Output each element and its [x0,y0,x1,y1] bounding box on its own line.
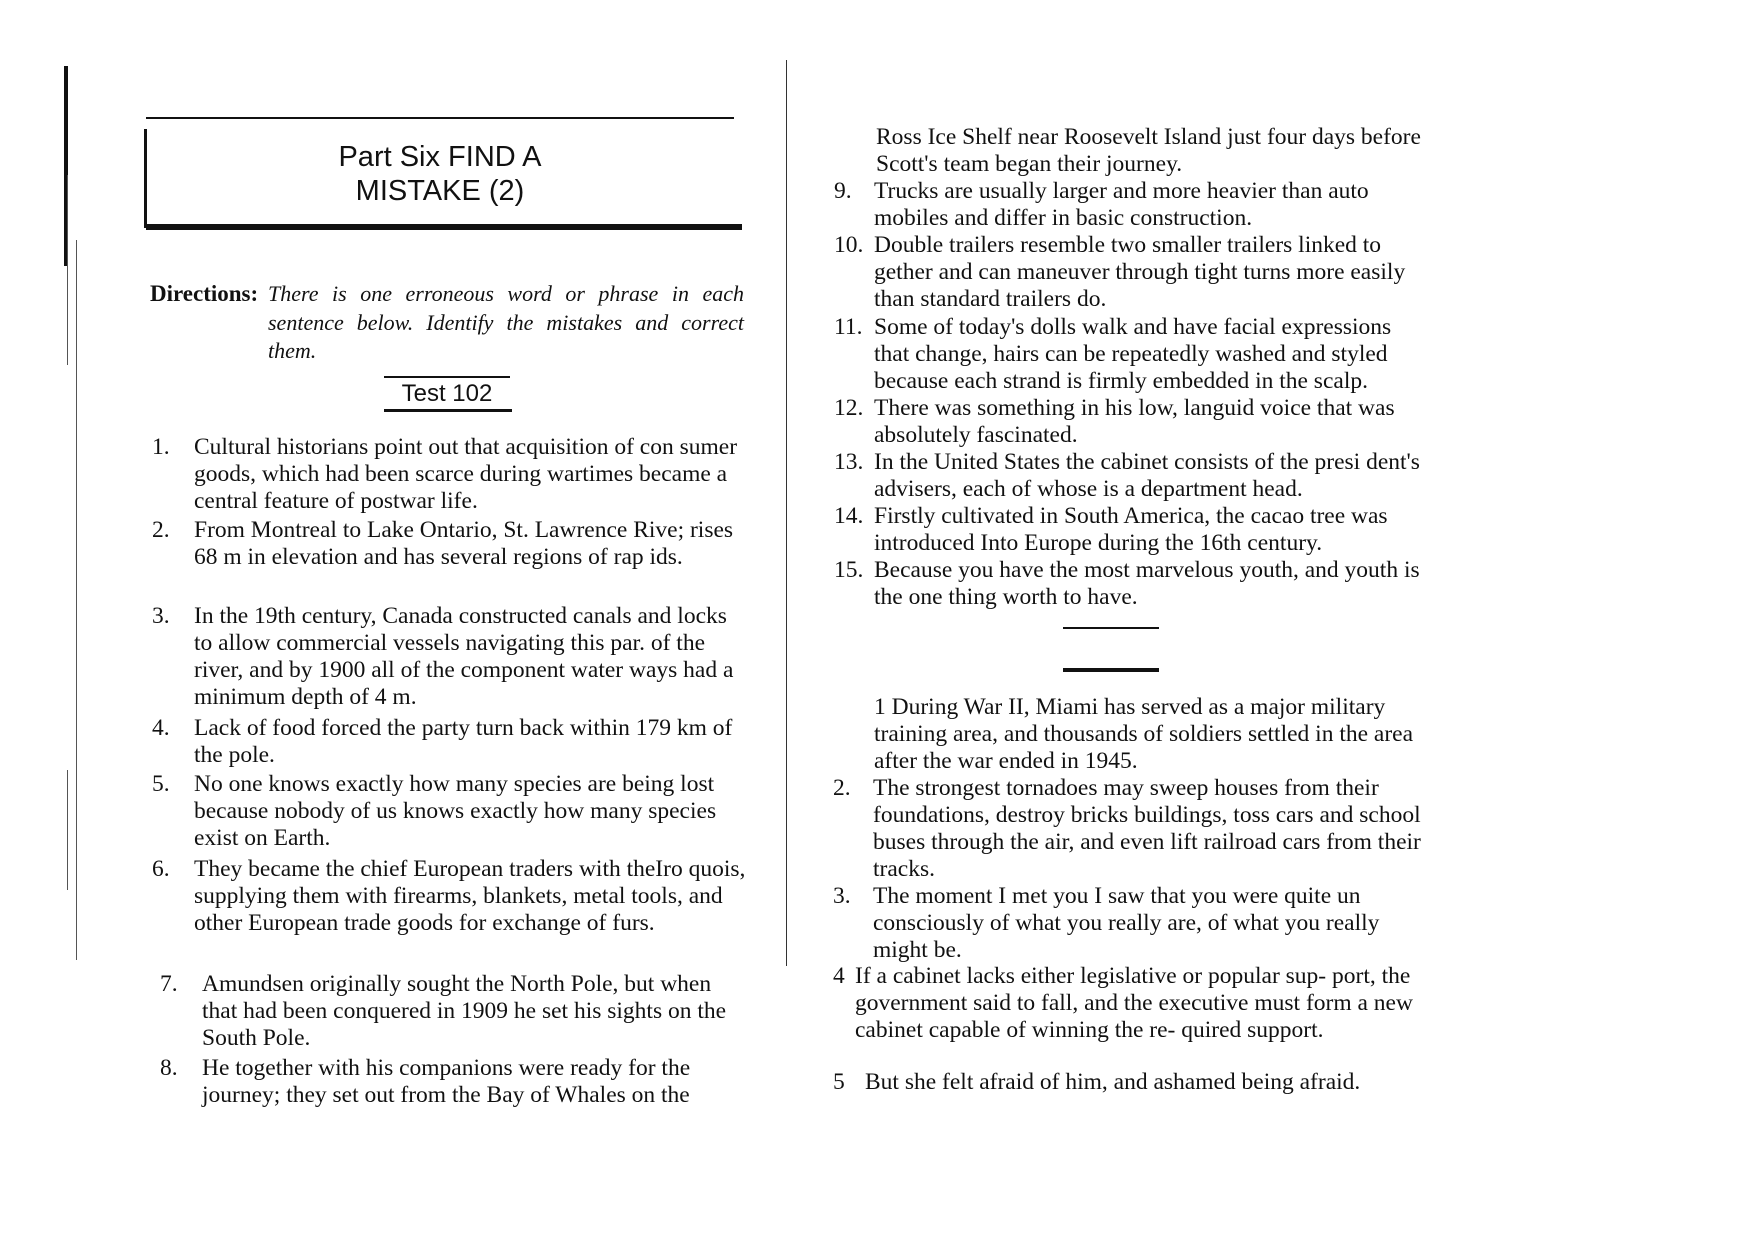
item-number: 11. [834,314,863,340]
item-text: Cultural historians point out that acquisition of con sumer goods, which had been scarce during wartimes became a central feature of postwar life. [194,434,738,514]
binding-edge-line [67,175,68,365]
item-number: 4. [152,715,170,741]
item-number: 4 [833,963,845,989]
item-text: Because you have the most marvelous youth, and youth is the one thing worth to have. [874,557,1420,610]
separator-rule [1063,668,1159,672]
binding-edge-line [76,240,77,960]
item-number: 1. [152,434,170,460]
item-number: 8. [160,1055,178,1081]
separator-rule [1063,627,1159,629]
item-number: 7. [160,971,178,997]
item-text: There was something in his low, languid voice that was absolutely fascinated. [874,395,1395,448]
item-text: Amundsen originally sought the North Pole, but when that had been conquered in 1909 he set his sights on the South Pole. [202,971,727,1051]
item-text: Lack of food forced the party turn back within 179 km of the pole. [194,715,733,768]
test-title-top-rule [384,376,510,378]
continuation-text: Ross Ice Shelf near Roosevelt Island just four days before Scott's team began their journey. [876,124,1421,177]
item-text: In the United States the cabinet consists of the presi dent's advisers, each of whose is a department head. [874,449,1420,502]
item-number: 1 [874,694,886,720]
item-number: 10. [834,232,864,258]
item-number: 9. [834,178,852,204]
binding-edge-line [67,770,68,890]
directions-text: There is one erroneous word or phrase in each sentence below. Identify the mistakes and correct them. [268,281,744,363]
list-item [874,694,1428,775]
item-text: Trucks are usually larger and more heavier than auto mobiles and differ in basic construction. [874,178,1369,231]
test-title-bottom-rule [384,409,512,412]
item-number: 12. [834,395,864,421]
directions-label: Directions: [150,281,259,306]
item-number: 5 [833,1069,845,1095]
item-text: He together with his companions were ready for the journey; they set out from the Bay of Whales on the [202,1055,691,1108]
item-text: The strongest tornadoes may sweep houses from their foundations, destroy bricks buildings, toss cars and school buses through the air, and even lift railroad cars from their tracks. [873,775,1421,882]
item-text: They became the chief European traders with theIro quois, supplying them with firearms, blankets, metal tools, and other European trade goods for exchange of furs. [194,856,746,936]
item-number: 14. [834,503,864,529]
item-number: 3. [152,603,170,629]
item-text: If a cabinet lacks either legislative or popular sup- port, the government said to fall, and the executive must form a new cabinet capable of winning the re- quired support. [855,963,1413,1043]
item-number: 2. [152,517,170,543]
item-text: Some of today's dolls walk and have facial expressions that change, hairs can be repeatedly washed and styled because each strand is firmly embedded in the scalp. [874,314,1392,394]
item-text: Double trailers resemble two smaller trailers linked to gether and can maneuver through tight turns more easily than standard trailers do. [874,232,1406,312]
title-top-rule [146,117,734,119]
item-number: 5. [152,771,170,797]
item-text: But she felt afraid of him, and ashamed being afraid. [865,1069,1361,1095]
test-title: Test 102 [401,380,493,407]
column-divider [786,60,787,966]
item-number: 3. [833,883,851,909]
page-title: Part Six FIND A MISTAKE (2) [338,141,542,207]
item-text: During War II, Miami has served as a major military training area, and thousands of soldiers settled in the area after the war ended in 1945. [874,694,1414,774]
item-text: Firstly cultivated in South America, the cacao tree was introduced Into Europe during the 16th century. [874,503,1388,556]
item-number: 15. [834,557,864,583]
item-number: 13. [834,449,864,475]
item-text: The moment I met you I saw that you were quite un consciously of what you really are, of what you really might be. [873,883,1380,963]
item-text: No one knows exactly how many species are being lost because nobody of us knows exactly how many species exist on Earth. [194,771,717,851]
item-number: 2. [833,775,851,801]
item-number: 6. [152,856,170,882]
title-bottom-rule [146,224,742,230]
item-text: From Montreal to Lake Ontario, St. Lawrence Rive; rises 68 m in elevation and has several regions of rap ids. [194,517,734,570]
item-text: In the 19th century, Canada constructed canals and locks to allow commercial vessels navigating this par. of the river, and by 1900 all of the component water ways had a minimum depth of 4 m. [194,603,734,710]
